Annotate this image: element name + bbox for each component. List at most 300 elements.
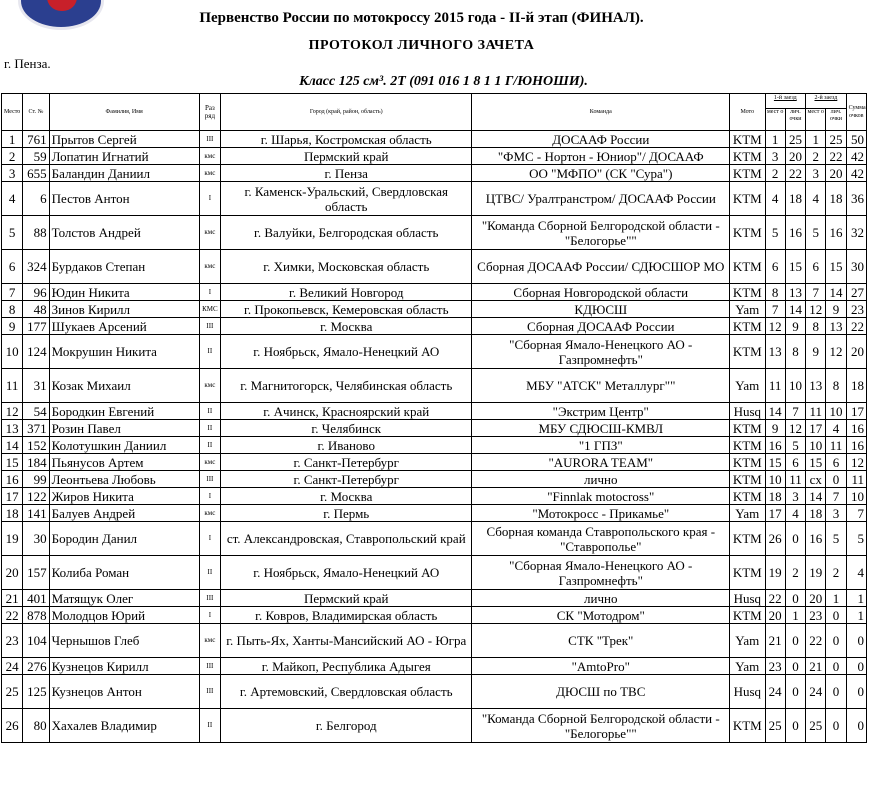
row-race1-points: 16	[785, 216, 805, 250]
row-place: 11	[2, 369, 23, 403]
row-race1-points: 4	[785, 505, 805, 522]
row-sum: 0	[846, 624, 866, 658]
row-start-no: 31	[23, 369, 49, 403]
table-row	[2, 454, 867, 471]
row-name: Прытов Сергей	[49, 131, 199, 148]
row-rank: I	[199, 284, 220, 301]
row-race2-points: 12	[826, 335, 846, 369]
row-sum: 1	[846, 607, 866, 624]
row-race1-place: 5	[765, 216, 785, 250]
row-race1-points: 0	[785, 590, 805, 607]
row-race1-points: 0	[785, 709, 805, 743]
row-city: г. Великий Новгород	[221, 284, 472, 301]
row-start-no: 59	[23, 148, 49, 165]
row-place: 15	[2, 454, 23, 471]
row-start-no: 401	[23, 590, 49, 607]
row-sum: 22	[846, 318, 866, 335]
row-moto: KTM	[730, 165, 765, 182]
row-team: Сборная ДОСААФ России/ СДЮСШОР МО	[472, 250, 730, 284]
row-name: Толстов Андрей	[49, 216, 199, 250]
row-rank: III	[199, 675, 220, 709]
row-race1-points: 18	[785, 182, 805, 216]
row-rank: II	[199, 556, 220, 590]
row-city: г. Каменск-Уральский, Свердловская область	[221, 182, 472, 216]
table-row	[2, 607, 867, 624]
row-team: "Команда Сборной Белгородской области - "Белогорье""	[472, 216, 730, 250]
row-moto: KTM	[730, 522, 765, 556]
col-start-no: Ст. №	[23, 94, 49, 131]
row-city: г. Белгород	[221, 709, 472, 743]
row-name: Кузнецов Антон	[49, 675, 199, 709]
row-race2-place: 24	[806, 675, 826, 709]
row-place: 5	[2, 216, 23, 250]
row-race2-points: 4	[826, 420, 846, 437]
table-row	[2, 505, 867, 522]
row-moto: Yam	[730, 505, 765, 522]
row-start-no: 6	[23, 182, 49, 216]
row-start-no: 88	[23, 216, 49, 250]
row-start-no: 157	[23, 556, 49, 590]
row-start-no: 655	[23, 165, 49, 182]
row-race1-points: 25	[785, 131, 805, 148]
row-city: г. Ноябрьск, Ямало-Ненецкий АО	[221, 335, 472, 369]
row-team: лично	[472, 590, 730, 607]
row-city: г. Шарья, Костромская область	[221, 131, 472, 148]
row-city: г. Иваново	[221, 437, 472, 454]
row-start-no: 371	[23, 420, 49, 437]
table-row	[2, 335, 867, 369]
row-race2-points: 2	[826, 556, 846, 590]
row-team: Сборная ДОСААФ России	[472, 318, 730, 335]
row-race1-place: 2	[765, 165, 785, 182]
row-start-no: 184	[23, 454, 49, 471]
row-race2-points: 3	[826, 505, 846, 522]
row-race1-place: 9	[765, 420, 785, 437]
row-race1-points: 20	[785, 148, 805, 165]
row-moto: KTM	[730, 284, 765, 301]
row-race1-place: 8	[765, 284, 785, 301]
row-city: г. Москва	[221, 488, 472, 505]
row-moto: KTM	[730, 182, 765, 216]
row-race2-place: 18	[806, 505, 826, 522]
row-sum: 4	[846, 556, 866, 590]
row-start-no: 99	[23, 471, 49, 488]
row-race1-place: 20	[765, 607, 785, 624]
row-rank: II	[199, 437, 220, 454]
row-place: 4	[2, 182, 23, 216]
row-sum: 27	[846, 284, 866, 301]
row-race2-points: 7	[826, 488, 846, 505]
row-race1-points: 11	[785, 471, 805, 488]
row-place: 14	[2, 437, 23, 454]
row-race2-points: 0	[826, 607, 846, 624]
col-race2	[806, 94, 847, 131]
row-race1-place: 10	[765, 471, 785, 488]
row-place: 23	[2, 624, 23, 658]
row-moto: Husq	[730, 590, 765, 607]
row-name: Лопатин Игнатий	[49, 148, 199, 165]
col-sum: Сумма очков	[846, 94, 866, 131]
table-row	[2, 675, 867, 709]
row-moto: Yam	[730, 624, 765, 658]
row-moto: KTM	[730, 131, 765, 148]
row-place: 2	[2, 148, 23, 165]
row-race2-points: 11	[826, 437, 846, 454]
row-race2-points: 25	[826, 131, 846, 148]
col-team: Команда	[472, 94, 730, 131]
row-moto: KTM	[730, 318, 765, 335]
row-rank: III	[199, 658, 220, 675]
row-start-no: 177	[23, 318, 49, 335]
row-race2-points: 10	[826, 403, 846, 420]
row-race1-points: 22	[785, 165, 805, 182]
row-team: МБУ СДЮСШ-КМВЛ	[472, 420, 730, 437]
row-race1-points: 1	[785, 607, 805, 624]
row-race2-points: 13	[826, 318, 846, 335]
row-place: 20	[2, 556, 23, 590]
row-race2-points: 0	[826, 624, 846, 658]
row-start-no: 761	[23, 131, 49, 148]
row-race1-place: 23	[765, 658, 785, 675]
row-name: Хахалев Владимир	[49, 709, 199, 743]
table-row	[2, 369, 867, 403]
row-sum: 12	[846, 454, 866, 471]
row-moto: Husq	[730, 403, 765, 420]
row-moto: KTM	[730, 250, 765, 284]
row-race2-place: 5	[806, 216, 826, 250]
row-race1-place: 3	[765, 148, 785, 165]
row-city: ст. Александровская, Ставропольский край	[221, 522, 472, 556]
row-name: Матящук Олег	[49, 590, 199, 607]
row-race1-points: 9	[785, 318, 805, 335]
row-team: "Сборная Ямало-Ненецкого АО - Газпромнефть"	[472, 335, 730, 369]
row-place: 9	[2, 318, 23, 335]
row-place: 13	[2, 420, 23, 437]
row-name: Чернышов Глеб	[49, 624, 199, 658]
row-team: "Мотокросс - Прикамье"	[472, 505, 730, 522]
row-name: Бородин Данил	[49, 522, 199, 556]
row-race2-place: 17	[806, 420, 826, 437]
row-race2-place: 25	[806, 709, 826, 743]
row-race2-place: 13	[806, 369, 826, 403]
row-team: "1 ГПЗ"	[472, 437, 730, 454]
row-team: "Команда Сборной Белгородской области - "Белогорье""	[472, 709, 730, 743]
row-city: г. Ковров, Владимирская область	[221, 607, 472, 624]
table-row	[2, 403, 867, 420]
row-moto: KTM	[730, 454, 765, 471]
row-sum: 30	[846, 250, 866, 284]
row-team: ДОСААФ России	[472, 131, 730, 148]
col-rank: Раз ряд	[199, 94, 220, 131]
row-race2-place: 22	[806, 624, 826, 658]
row-rank: кмс	[199, 624, 220, 658]
row-rank: кмс	[199, 454, 220, 471]
row-race1-points: 3	[785, 488, 805, 505]
row-sum: 0	[846, 675, 866, 709]
row-place: 18	[2, 505, 23, 522]
row-rank: III	[199, 318, 220, 335]
row-rank: I	[199, 522, 220, 556]
race2-label: 2-й заезд	[806, 94, 846, 109]
row-moto: Yam	[730, 658, 765, 675]
row-city: г. Москва	[221, 318, 472, 335]
row-sum: 7	[846, 505, 866, 522]
row-rank: кмс	[199, 216, 220, 250]
row-race1-place: 14	[765, 403, 785, 420]
row-rank: I	[199, 488, 220, 505]
row-race1-points: 0	[785, 658, 805, 675]
row-race2-place: 20	[806, 590, 826, 607]
table-row	[2, 165, 867, 182]
row-race2-place: 4	[806, 182, 826, 216]
row-name: Пестов Антон	[49, 182, 199, 216]
row-name: Бородкин Евгений	[49, 403, 199, 420]
row-rank: кмс	[199, 505, 220, 522]
col-name: Фамилия, Имя	[49, 94, 199, 131]
row-race1-points: 6	[785, 454, 805, 471]
row-race1-place: 22	[765, 590, 785, 607]
row-name: Розин Павел	[49, 420, 199, 437]
table-row	[2, 471, 867, 488]
row-start-no: 104	[23, 624, 49, 658]
row-rank: кмс	[199, 369, 220, 403]
row-place: 26	[2, 709, 23, 743]
row-moto: KTM	[730, 437, 765, 454]
table-row	[2, 250, 867, 284]
row-moto: KTM	[730, 488, 765, 505]
row-team: МБУ "АТСК" Металлург""	[472, 369, 730, 403]
table-row	[2, 624, 867, 658]
row-rank: II	[199, 403, 220, 420]
row-race2-points: 18	[826, 182, 846, 216]
row-name: Пьянусов Артем	[49, 454, 199, 471]
table-row	[2, 182, 867, 216]
row-start-no: 54	[23, 403, 49, 420]
row-race1-place: 4	[765, 182, 785, 216]
row-rank: КМС	[199, 301, 220, 318]
row-place: 3	[2, 165, 23, 182]
row-race2-place: 19	[806, 556, 826, 590]
row-race1-place: 17	[765, 505, 785, 522]
row-team: лично	[472, 471, 730, 488]
row-race1-points: 2	[785, 556, 805, 590]
row-race2-points: 9	[826, 301, 846, 318]
row-start-no: 152	[23, 437, 49, 454]
event-city: г. Пенза.	[4, 56, 51, 71]
row-race1-points: 7	[785, 403, 805, 420]
row-moto: Yam	[730, 369, 765, 403]
row-place: 19	[2, 522, 23, 556]
race1-place-label: мест о	[766, 109, 784, 115]
row-team: СК "Мотодром"	[472, 607, 730, 624]
col-city: Город (край, район, область)	[221, 94, 472, 131]
table-row	[2, 590, 867, 607]
row-race1-points: 8	[785, 335, 805, 369]
row-race2-points: 6	[826, 454, 846, 471]
race2-points-label: лич. очки	[825, 109, 845, 130]
row-race1-points: 0	[785, 624, 805, 658]
row-moto: KTM	[730, 709, 765, 743]
row-name: Балуев Андрей	[49, 505, 199, 522]
row-sum: 10	[846, 488, 866, 505]
row-moto: KTM	[730, 471, 765, 488]
row-city: г. Челябинск	[221, 420, 472, 437]
row-race2-place: 3	[806, 165, 826, 182]
row-place: 10	[2, 335, 23, 369]
table-row	[2, 420, 867, 437]
race1-label: 1-й заезд	[766, 94, 806, 109]
table-row	[2, 148, 867, 165]
row-race2-place: 2	[806, 148, 826, 165]
row-race1-place: 1	[765, 131, 785, 148]
row-rank: II	[199, 709, 220, 743]
row-start-no: 48	[23, 301, 49, 318]
row-race2-place: 1	[806, 131, 826, 148]
row-start-no: 96	[23, 284, 49, 301]
row-name: Колотушкин Даниил	[49, 437, 199, 454]
row-team: КДЮСШ	[472, 301, 730, 318]
row-start-no: 30	[23, 522, 49, 556]
row-name: Шукаев Арсений	[49, 318, 199, 335]
row-city: г. Магнитогорск, Челябинская область	[221, 369, 472, 403]
table-row	[2, 318, 867, 335]
table-header	[2, 94, 867, 131]
document-title: Первенство России по мотокроссу 2015 года - II-й этап (ФИНАЛ).	[199, 10, 644, 26]
row-sum: 42	[846, 165, 866, 182]
row-race2-place: 6	[806, 250, 826, 284]
table-row	[2, 658, 867, 675]
row-city: г. Валуйки, Белгородская область	[221, 216, 472, 250]
row-sum: 42	[846, 148, 866, 165]
row-start-no: 324	[23, 250, 49, 284]
row-race2-place: 8	[806, 318, 826, 335]
row-city: Пермский край	[221, 590, 472, 607]
row-moto: Yam	[730, 301, 765, 318]
row-race1-place: 13	[765, 335, 785, 369]
row-moto: Husq	[730, 675, 765, 709]
row-sum: 5	[846, 522, 866, 556]
row-place: 22	[2, 607, 23, 624]
row-race2-place: 21	[806, 658, 826, 675]
row-race1-points: 15	[785, 250, 805, 284]
table-row	[2, 284, 867, 301]
row-start-no: 125	[23, 675, 49, 709]
table-row	[2, 437, 867, 454]
row-name: Баландин Даниил	[49, 165, 199, 182]
row-race2-points: 20	[826, 165, 846, 182]
row-sum: 0	[846, 658, 866, 675]
row-rank: III	[199, 471, 220, 488]
row-name: Козак Михаил	[49, 369, 199, 403]
row-name: Зинов Кирилл	[49, 301, 199, 318]
row-team: "AmtoPro"	[472, 658, 730, 675]
row-rank: III	[199, 131, 220, 148]
class-label: Класс 125 см³. 2Т (091 016 1 8 1 1 Г/ЮНОШИ).	[299, 74, 588, 89]
row-sum: 16	[846, 437, 866, 454]
row-place: 6	[2, 250, 23, 284]
row-city: г. Артемовский, Свердловская область	[221, 675, 472, 709]
race2-place-label: мест о	[807, 109, 824, 115]
row-place: 12	[2, 403, 23, 420]
row-race2-points: 5	[826, 522, 846, 556]
row-sum: 1	[846, 590, 866, 607]
row-race2-points: 22	[826, 148, 846, 165]
row-place: 25	[2, 675, 23, 709]
results-table	[1, 93, 867, 743]
row-moto: KTM	[730, 607, 765, 624]
row-race2-points: 14	[826, 284, 846, 301]
row-race2-points: 8	[826, 369, 846, 403]
row-start-no: 276	[23, 658, 49, 675]
row-rank: II	[199, 420, 220, 437]
row-place: 7	[2, 284, 23, 301]
row-place: 24	[2, 658, 23, 675]
row-rank: кмс	[199, 250, 220, 284]
row-race2-points: 0	[826, 675, 846, 709]
row-city: г. Химки, Московская область	[221, 250, 472, 284]
row-city: г. Майкоп, Республика Адыгея	[221, 658, 472, 675]
row-city: г. Прокопьевск, Кемеровская область	[221, 301, 472, 318]
row-sum: 50	[846, 131, 866, 148]
row-sum: 0	[846, 709, 866, 743]
row-team: "ФМС - Нортон - Юниор"/ ДОСААФ	[472, 148, 730, 165]
row-rank: кмс	[199, 165, 220, 182]
row-moto: KTM	[730, 148, 765, 165]
row-race2-points: 1	[826, 590, 846, 607]
row-start-no: 80	[23, 709, 49, 743]
row-team: Сборная команда Ставропольского края - "Ставрополье"	[472, 522, 730, 556]
table-row	[2, 301, 867, 318]
row-rank: II	[199, 335, 220, 369]
col-moto: Мото	[730, 94, 765, 131]
row-name: Юдин Никита	[49, 284, 199, 301]
row-name: Жиров Никита	[49, 488, 199, 505]
row-race1-place: 26	[765, 522, 785, 556]
row-name: Леонтьева Любовь	[49, 471, 199, 488]
row-start-no: 141	[23, 505, 49, 522]
row-place: 16	[2, 471, 23, 488]
row-moto: KTM	[730, 556, 765, 590]
row-race2-points: 0	[826, 471, 846, 488]
row-race1-points: 0	[785, 675, 805, 709]
row-race1-place: 16	[765, 437, 785, 454]
col-race1	[765, 94, 806, 131]
row-name: Колиба Роман	[49, 556, 199, 590]
row-team: СТК "Трек"	[472, 624, 730, 658]
row-city: г. Санкт-Петербург	[221, 471, 472, 488]
row-team: Сборная Новгородской области	[472, 284, 730, 301]
row-place: 21	[2, 590, 23, 607]
row-name: Бурдаков Степан	[49, 250, 199, 284]
row-city: г. Пермь	[221, 505, 472, 522]
row-rank: III	[199, 590, 220, 607]
row-race2-place: 15	[806, 454, 826, 471]
row-team: ОО "МФПО" (СК "Сура")	[472, 165, 730, 182]
row-team: "AURORA TEAM"	[472, 454, 730, 471]
row-race2-place: 10	[806, 437, 826, 454]
row-race2-place: 16	[806, 522, 826, 556]
row-race1-place: 15	[765, 454, 785, 471]
table-row	[2, 488, 867, 505]
row-city: Пермский край	[221, 148, 472, 165]
row-sum: 11	[846, 471, 866, 488]
row-race1-place: 18	[765, 488, 785, 505]
row-team: ЦТВС/ Уралтранстром/ ДОСААФ России	[472, 182, 730, 216]
protocol-title: ПРОТОКОЛ ЛИЧНОГО ЗАЧЕТА	[308, 38, 535, 53]
row-race1-points: 14	[785, 301, 805, 318]
row-race1-place: 7	[765, 301, 785, 318]
table-row	[2, 522, 867, 556]
